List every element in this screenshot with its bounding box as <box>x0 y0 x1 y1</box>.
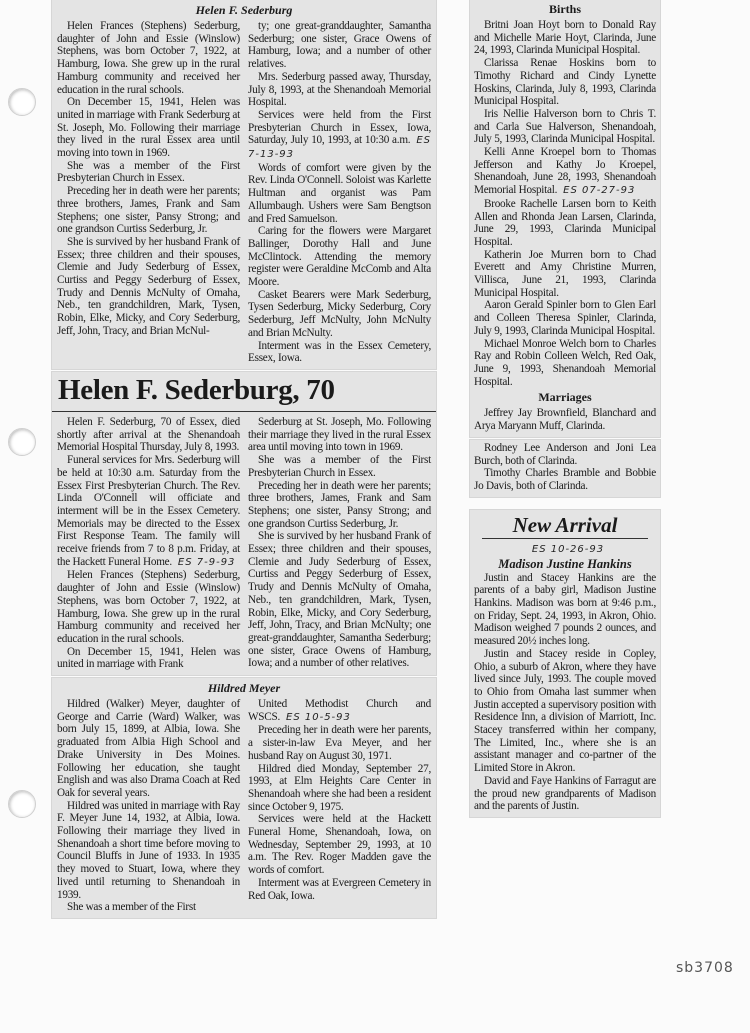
paragraph: Justin and Stacey reside in Copley, Ohio, a suburb of Akron, where they have lived since July, 1993. The couple moved to Ohio from Omaha last summer when Justin accepted a supervisory position with Residence Inn, a division of Marriott, Inc. Stacey transferred within her company, The Limited, Inc., where she is an assistant manager and co-partner of the Limited Store in Akron. <box>474 647 656 775</box>
paragraph-text: Funeral services for Mrs. Sederburg will be held at 10:30 a.m. Saturday from the Essex First Presbyterian Church. The Rev. Linda O'Connell will officiate and interment will be in the Essex Cemetery. Memorials may be directed to the Essex First Response Team. The family will receive friends from 7 to 8 p.m. Friday, at the Hackett Funeral Home. <box>57 454 240 568</box>
paragraph <box>474 146 656 198</box>
paragraph <box>474 249 656 300</box>
paragraph <box>57 160 240 185</box>
marriage-item: Rodney Lee Anderson and Joni Lea Burch, both of Clarinda. <box>474 441 656 467</box>
paragraph-text: She was a member of the First Presbyterian Church in Essex. <box>57 159 240 185</box>
paragraph <box>248 20 431 71</box>
binder-hole <box>8 428 36 456</box>
paragraph <box>248 813 431 877</box>
paragraph-text: Iris Nellie Halverson born to Chris T. and Carla Sue Halverson, Shenandoah, July 5, 1993, Clarinda Municipal Hospital. <box>474 107 656 146</box>
paragraph <box>474 108 656 146</box>
obituary-clipping-sederburg-notice <box>52 372 436 675</box>
paragraph-text: Preceding her in death were her parents, a sister-in-law Eva Meyer, and her husband Ray on August 30, 1971. <box>248 724 431 762</box>
paragraph <box>248 480 431 531</box>
headline: Helen F. Sederburg, 70 <box>52 372 436 412</box>
paragraph <box>57 901 240 914</box>
obituary-clipping-sederburg-full <box>52 0 436 369</box>
births-header: Births <box>548 2 581 16</box>
new-arrival-header: New Arrival <box>482 513 648 539</box>
right-clippings-column <box>470 0 660 817</box>
binder-hole <box>8 790 36 818</box>
paragraph-text: Interment was in the Essex Cemetery, Essex, Iowa. <box>248 339 431 365</box>
paragraph-text: Katherin Joe Murren born to Chad Everett and Amy Christine Murren, Villisca, June 21, 1993, Clarinda Municipal Hospital. <box>474 248 656 299</box>
paragraph <box>57 416 240 454</box>
marriages-clipping <box>470 440 660 497</box>
paragraph: David and Faye Hankins of Farragut are the proud new grandparents of Madison and the parents of Justin. <box>474 774 656 813</box>
paragraph <box>57 236 240 338</box>
left-clippings-column <box>52 0 436 918</box>
binder-hole <box>8 88 36 116</box>
paragraph-text: She was a member of the First Presbyterian Church in Essex. <box>248 454 431 479</box>
paragraph <box>57 698 240 800</box>
paragraph-text: Mrs. Sederburg passed away, Thursday, July 8, 1993, at the Shenandoah Memorial Hospital. <box>248 70 431 109</box>
paragraph-text: Aaron Gerald Spinler born to Glen Earl and Colleen Theresa Spinler, Clarinda, July 9, 1993, Clarinda Municipal Hospital. <box>474 299 656 337</box>
archive-number: sb3708 <box>676 960 734 976</box>
paragraph <box>474 338 656 389</box>
paragraph-text: Caring for the flowers were Margaret Ballinger, Dorothy Hall and June McClintock. Attending the memory register were Geraldine McComb and Alta Moore. <box>248 225 431 289</box>
handwritten-date-note: ES 7-13-93 <box>248 135 431 161</box>
births-clipping <box>470 0 660 437</box>
paragraph-text: Michael Monroe Welch born to Charles Ray and Robin Colleen Welch, Red Oak, June 9, 1993, Shenandoah Memorial Hospital. <box>474 337 656 388</box>
paragraph-text: Helen Frances (Stephens) Sederburg, daughter of John and Essie (Winslow) Stephens, was born October 7, 1922, at Hamburg, Iowa. She grew up in the rural Hamburg community and received her education in the rural schools. <box>57 569 240 645</box>
paragraph-text: Hildred was united in marriage with Ray F. Meyer June 14, 1932, at Albia, Iowa. Following their marriage they lived in Shenandoah a short time before moving to Council Bluffs in June of 1933. In 1935 they moved to Stuart, Iowa, where they lived until returning to Shenandoah in 1939. <box>57 799 240 901</box>
paragraph <box>248 289 431 340</box>
baby-name: Madison Justine Hankins <box>498 556 632 571</box>
paragraph-text: Preceding her in death were her parents; three brothers, James, Frank and Sam Stephens; one sister, Pansy Strong; and one grandson Curtiss Sederburg, Jr. <box>57 185 240 236</box>
paragraph <box>248 724 431 762</box>
paragraph-text: She is survived by her husband Frank of Essex; three children and their spouses, Clemie and Judy Sederburg of Essex, Curtiss and Peggy Sederburg of Essex, Trudy and Dennis McNulty of Omaha, Neb., ten grandchildren, Mark, Tysen, Robin, Elke, Micky, and Cory Sederburg, Jeff, John, Tracy, and Brian McNul- <box>57 235 240 337</box>
paragraph-text: Kelli Anne Kroepel born to Thomas Jefferson and Kathy Jo Kroepel, Shenandoah, June 28, 1993, Shenandoah Memorial Hospital. <box>474 146 656 197</box>
paragraph <box>248 340 431 365</box>
paragraph-text: Preceding her in death were her parents; three brothers, James, Frank and Sam Stephens; one sister, Pansy Strong; and one grandson Curtiss Sederburg, Jr. <box>248 479 431 530</box>
paragraph <box>57 96 240 160</box>
handwritten-date-note: ES 10-26-93 <box>531 543 605 555</box>
paragraph <box>474 57 656 108</box>
new-arrival-clipping <box>470 510 660 817</box>
paragraph-text: Clarissa Renae Hoskins born to Timothy Richard and Cindy Lynette Hoskins, Clarinda, July 8, 1993, Clarinda Municipal Hospital. <box>474 57 656 108</box>
paragraph-text: Brooke Rachelle Larsen born to Keith Allen and Rhonda Jean Larsen, Clarinda, June 29, 1993, Clarinda Municipal Hospital. <box>474 197 656 248</box>
paragraph-text: Words of comfort were given by the Rev. Linda O'Connell. Soloist was Karlette Hultman and organist was Pam Allumbaugh. Ushers were Sam Bengtson and Fred Samuelson. <box>248 161 431 225</box>
paragraph-text: Interment was at Evergreen Cemetery in Red Oak, Iowa. <box>248 876 431 902</box>
clipping-header: Hildred Meyer <box>207 681 281 696</box>
paragraph <box>57 800 240 902</box>
paragraph-text: On December 15, 1941, Helen was united in marriage with Frank <box>57 645 240 671</box>
paragraph <box>248 877 431 902</box>
paragraph-text: Sederburg at St. Joseph, Mo. Following their marriage they lived in the rural Essex area until moving into town in 1969. <box>248 415 431 454</box>
paragraph <box>57 646 240 671</box>
paragraph <box>248 71 431 109</box>
obituary-clipping-meyer <box>52 678 436 918</box>
paragraph <box>248 109 431 162</box>
paragraph-text: Hildred (Walker) Meyer, daughter of George and Carrie (Ward) Walker, was born July 15, 1899, at Albia, Iowa. She graduated from Albia High School and Drake University in Des Moines. Following her education, she taught English and was also Drama Coach at Red Oak for several years. <box>57 698 240 799</box>
paragraph-text: Helen Frances (Stephens) Sederburg, daughter of John and Essie (Winslow) Stephens, was born October 7, 1922, at Hamburg, Iowa. She grew up in the rural Hamburg community and received her education in the rural schools. <box>57 20 240 96</box>
paragraph <box>248 698 431 724</box>
paragraph <box>248 454 431 479</box>
paragraph-text: She is survived by her husband Frank of Essex; three children and their spouses, Clemie and Judy Sederburg of Essex, Curtiss and Peggy Sederburg of Essex, Trudy and Dennis McNulty of Omaha, Neb., ten grandchildren, Mark, Tysen, Robin, Elke, Micky, and Cory Sederburg, Jeff, John, Tracy, and Brian McNulty; one great-granddaughter, Samantha Sederburg; one sister, Grace Owens of Hamburg, Iowa; and a number of other relatives. <box>248 530 431 670</box>
paragraph-text: Helen F. Sederburg, 70 of Essex, died shortly after arrival at the Shenandoah Memorial Hospital Thursday, July 8, 1993. <box>57 415 240 454</box>
marriage-item: Timothy Charles Bramble and Bobbie Jo Davis, both of Clarinda. <box>474 467 656 492</box>
paragraph <box>57 454 240 569</box>
paragraph <box>248 416 431 454</box>
clipping-header: Helen F. Sederburg <box>195 3 293 17</box>
paragraph-text: United Methodist Church and WSCS. <box>248 698 431 723</box>
paragraph <box>57 185 240 236</box>
paragraph-text: On December 15, 1941, Helen was united in marriage with Frank Sederburg at St. Joseph, Mo. Following their marriage they lived in the rural Essex area until moving into town in 1969. <box>57 96 240 160</box>
paragraph-text: She was a member of the First <box>67 901 196 914</box>
marriages-header: Marriages <box>538 390 592 405</box>
paragraph <box>248 225 431 289</box>
handwritten-date-note: ES 10-5-93 <box>286 711 351 723</box>
paragraph <box>474 19 656 57</box>
paragraph: Justin and Stacey Hankins are the parents of a baby girl, Madison Justine Hankins. Madison was born at 9:46 p.m., on Friday, Sept. 24, 1993, in Akron, Ohio. Madison weighed 7 pounds 2 ounces, and measured 20½ inches long. <box>474 571 656 648</box>
paragraph <box>57 20 240 96</box>
paragraph-text: Britni Joan Hoyt born to Donald Ray and Michelle Marie Hoyt, Clarinda, June 24, 1993, Clarinda Municipal Hospital. <box>474 19 656 57</box>
paragraph-text: Services were held at the Hackett Funeral Home, Shenandoah, Iowa, on Wednesday, September 29, 1993, at 10 a.m. The Rev. Roger Madden gave the words of comfort. <box>248 813 431 877</box>
paragraph-text: Casket Bearers were Mark Sederburg, Tysen Sederburg, Micky Sederburg, Cory Sederburg, Jeff McNulty, John McNulty and Brian McNulty. <box>248 288 431 339</box>
paragraph <box>248 162 431 226</box>
paragraph-text: Hildred died Monday, September 27, 1993, at Elm Heights Care Center in Shenandoah where she had been a resident since October 9, 1975. <box>248 762 431 813</box>
paragraph <box>474 198 656 249</box>
paragraph <box>474 299 656 337</box>
paragraph-text: Services were held from the First Presbyterian Church in Essex, Iowa, Saturday, July 10, 1993, at 10:30 a.m. <box>248 108 431 147</box>
paragraph-text: ty; one great-granddaughter, Samantha Sederburg; one sister, Grace Owens of Hamburg, Iowa; and a number of other relatives. <box>248 20 431 71</box>
handwritten-date-note: ES 7-9-93 <box>177 556 236 568</box>
paragraph <box>57 569 240 645</box>
marriage-item: Jeffrey Jay Brownfield, Blanchard and Arya Maryann Muff, Clarinda. <box>474 407 656 433</box>
handwritten-date-note: ES 07-27-93 <box>563 185 636 197</box>
paragraph <box>248 763 431 814</box>
paragraph <box>248 530 431 670</box>
